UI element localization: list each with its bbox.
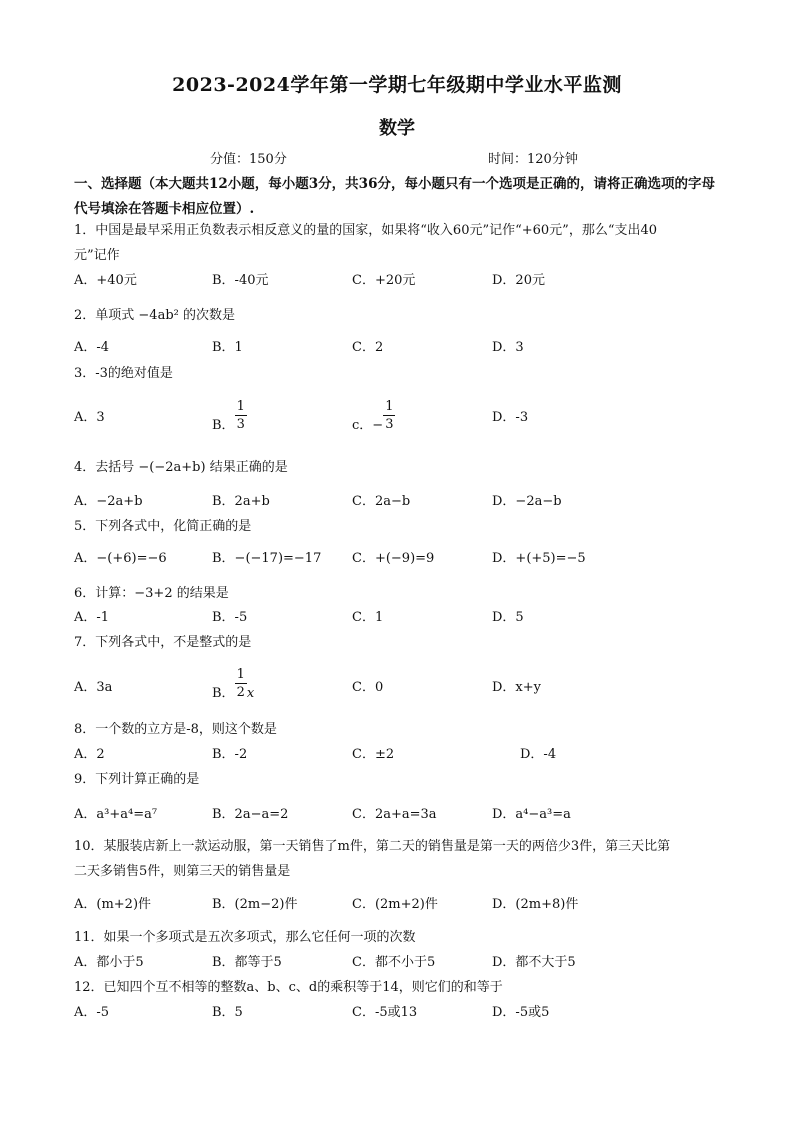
option-a[interactable]: A．-4 bbox=[74, 340, 110, 355]
section-heading: 一、选择题（本大题共12小题，每小题3分，共36分，每小题只有一个选项是正确的，请将正确选项的字母代号填涂在答题卡相应位置）. bbox=[74, 176, 715, 217]
question-10-stem-line-1: 10．某服装店新上一款运动服，第一天销售了m件，第二天的销售量是第一天的两倍少3件，第三天比第 bbox=[74, 839, 671, 854]
option-b[interactable]: B．5 bbox=[212, 1005, 243, 1020]
option-d[interactable]: D．a⁴−a³=a bbox=[492, 807, 571, 822]
option-b[interactable]: B．-5 bbox=[212, 610, 248, 625]
option-a[interactable]: A．a³+a⁴=a⁷ bbox=[74, 807, 158, 822]
variable-x: x bbox=[246, 686, 255, 701]
question-12-stem: 12．已知四个互不相等的整数a、b、c、d的乘积等于14，则它们的和等于 bbox=[74, 980, 503, 995]
question-4-stem: 4．去括号 −(−2a+b) 结果正确的是 bbox=[74, 460, 288, 475]
question-10-options bbox=[74, 893, 734, 917]
option-a[interactable]: A．都小于5 bbox=[74, 955, 144, 970]
option-c[interactable]: C．2 bbox=[352, 340, 384, 355]
question-1-stem-line-1: 1．中国是最早采用正负数表示相反意义的量的国家，如果将“收入60元”记作“+60元”，那么“支出40 bbox=[74, 223, 658, 238]
option-b[interactable]: B．2a+b bbox=[212, 494, 270, 509]
option-c[interactable] bbox=[352, 398, 395, 433]
option-c[interactable]: C．都不小于5 bbox=[352, 955, 436, 970]
option-d[interactable]: D．−2a−b bbox=[492, 494, 562, 509]
question-11-options bbox=[74, 951, 734, 975]
question-5-options bbox=[74, 547, 734, 571]
option-d[interactable]: D．都不大于5 bbox=[492, 955, 576, 970]
fraction-one-third: $\frac{1}{3}$ bbox=[236, 399, 245, 432]
option-d[interactable]: D．x+y bbox=[492, 680, 541, 695]
option-c[interactable]: C．+(−9)=9 bbox=[352, 551, 435, 566]
question-9-stem: 9．下列计算正确的是 bbox=[74, 772, 200, 787]
option-a[interactable]: A．2 bbox=[74, 747, 105, 762]
option-a[interactable]: A．3a bbox=[74, 680, 113, 695]
question-11-stem: 11．如果一个多项式是五次多项式，那么它任何一项的次数 bbox=[74, 930, 416, 945]
question-2-options bbox=[74, 336, 734, 360]
option-c-label: c．− bbox=[352, 418, 384, 433]
option-d[interactable]: D．5 bbox=[492, 610, 524, 625]
option-d[interactable]: D．(2m+8)件 bbox=[492, 897, 579, 912]
option-a[interactable]: A．(m+2)件 bbox=[74, 897, 152, 912]
option-a[interactable]: A．3 bbox=[74, 410, 105, 425]
option-b[interactable]: B．-2 bbox=[212, 747, 248, 762]
question-3-options bbox=[74, 398, 734, 438]
option-c[interactable]: C．1 bbox=[352, 610, 384, 625]
option-b[interactable] bbox=[212, 398, 247, 433]
option-a[interactable]: A．-1 bbox=[74, 610, 110, 625]
score-label: 分值：150分 bbox=[210, 152, 287, 167]
subject-title: 数学 bbox=[379, 118, 415, 139]
option-d[interactable]: D．3 bbox=[492, 340, 524, 355]
option-b[interactable]: B．1 bbox=[212, 340, 243, 355]
question-2-stem: 2．单项式 −4ab² 的次数是 bbox=[74, 308, 235, 323]
option-a[interactable]: A．−(+6)=−6 bbox=[74, 551, 167, 566]
option-d[interactable]: D．+(+5)=−5 bbox=[492, 551, 586, 566]
option-a[interactable]: A．+40元 bbox=[74, 273, 137, 288]
option-b[interactable]: B．2a−a=2 bbox=[212, 807, 289, 822]
question-12-options bbox=[74, 1001, 734, 1025]
option-b-label: B． bbox=[212, 686, 235, 701]
question-7-options bbox=[74, 666, 734, 706]
option-b-label: B． bbox=[212, 418, 235, 433]
option-b[interactable]: B．(2m−2)件 bbox=[212, 897, 298, 912]
time-label: 时间：120分钟 bbox=[488, 152, 578, 167]
option-b[interactable]: B．−(−17)=−17 bbox=[212, 551, 322, 566]
fraction-one-half: $\frac{1}{2}$ bbox=[236, 667, 245, 700]
option-c[interactable]: C．+20元 bbox=[352, 273, 416, 288]
question-10-stem-line-2: 二天多销售5件，则第三天的销售量是 bbox=[74, 864, 291, 879]
option-d[interactable]: D．20元 bbox=[492, 273, 545, 288]
fraction-one-third: $\frac{1}{3}$ bbox=[385, 399, 394, 432]
question-5-stem: 5．下列各式中，化简正确的是 bbox=[74, 519, 252, 534]
option-c[interactable]: C．2a−b bbox=[352, 494, 411, 509]
question-8-options bbox=[74, 743, 734, 767]
option-d[interactable]: D．-5或5 bbox=[492, 1005, 550, 1020]
question-7-stem: 7．下列各式中，不是整式的是 bbox=[74, 635, 252, 650]
option-d[interactable]: D．-4 bbox=[520, 747, 557, 762]
option-c[interactable]: C．±2 bbox=[352, 747, 395, 762]
option-b[interactable] bbox=[212, 666, 254, 701]
option-c[interactable]: C．0 bbox=[352, 680, 384, 695]
question-8-stem: 8．一个数的立方是-8，则这个数是 bbox=[74, 722, 277, 737]
question-4-options bbox=[74, 490, 734, 514]
exam-title: 2023-2024学年第一学期七年级期中学业水平监测 bbox=[172, 74, 622, 96]
option-d[interactable]: D．-3 bbox=[492, 410, 529, 425]
question-1-options bbox=[74, 269, 734, 293]
option-b[interactable]: B．-40元 bbox=[212, 273, 269, 288]
option-b[interactable]: B．都等于5 bbox=[212, 955, 282, 970]
option-a[interactable]: A．-5 bbox=[74, 1005, 110, 1020]
option-c[interactable]: C．2a+a=3a bbox=[352, 807, 437, 822]
option-a[interactable]: A．−2a+b bbox=[74, 494, 143, 509]
question-6-options bbox=[74, 606, 734, 630]
question-6-stem: 6．计算：−3+2 的结果是 bbox=[74, 586, 229, 601]
question-3-stem: 3．-3的绝对值是 bbox=[74, 366, 173, 381]
option-c[interactable]: C．-5或13 bbox=[352, 1005, 418, 1020]
question-1-stem-line-2: 元”记作 bbox=[74, 248, 120, 263]
question-9-options bbox=[74, 803, 734, 827]
option-c[interactable]: C．(2m+2)件 bbox=[352, 897, 438, 912]
